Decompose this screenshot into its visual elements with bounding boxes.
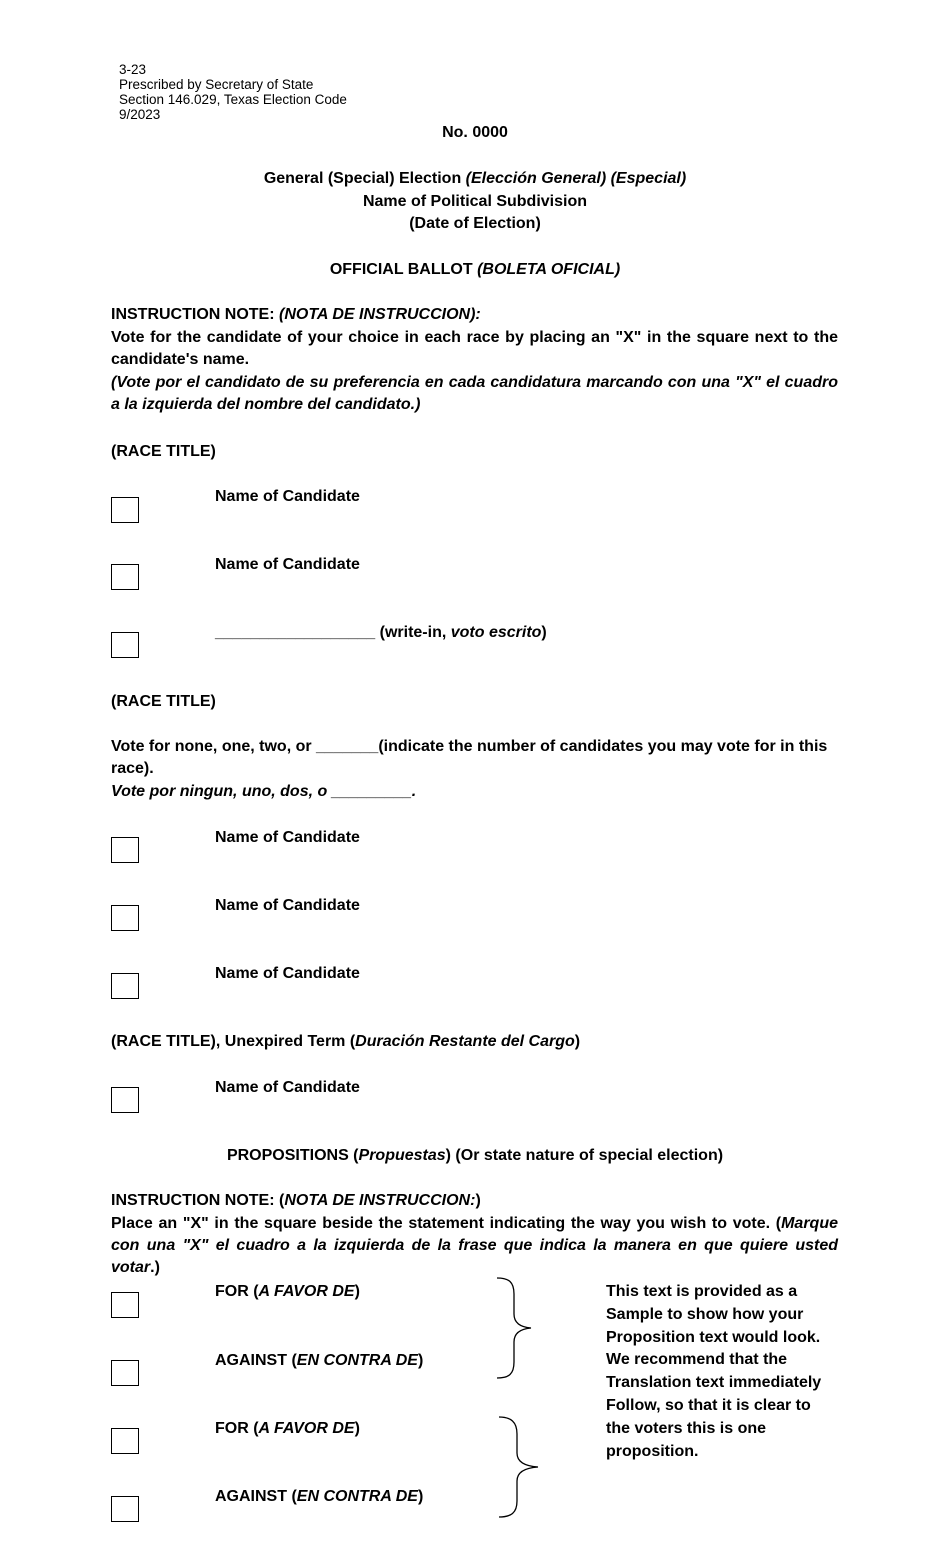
candidate-name: Name of Candidate	[215, 829, 360, 846]
instruction-note-label: INSTRUCTION NOTE: (NOTA DE INSTRUCCION):	[111, 306, 481, 323]
instruction-text-es: (Vote por el candidato de su preferencia en cada candidatura marcando con una "X" el cuadro a la izquierda del nombre del candidato.)	[111, 374, 838, 413]
prescribed-by: Prescribed by Secretary of State	[119, 77, 314, 92]
election-code-section: Section 146.029, Texas Election Code	[119, 92, 347, 107]
candidate-name: Name of Candidate	[215, 965, 360, 982]
proposition-option-against: AGAINST (EN CONTRA DE)	[215, 1352, 424, 1369]
candidate-name: Name of Candidate	[215, 1079, 360, 1096]
vote-checkbox[interactable]	[111, 1087, 139, 1113]
election-date: (Date of Election)	[409, 215, 541, 232]
write-in-line: __________________ (write-in, voto escrito)	[215, 624, 547, 641]
race-title: (RACE TITLE)	[111, 693, 216, 710]
sample-note: This text is provided as a Sample to show how your Proposition text would look. We recommend that the Translation text immediately Follow, so that it is clear to the voters this is one proposition.	[606, 1283, 822, 1460]
vote-checkbox[interactable]	[111, 1428, 139, 1454]
vote-for-instruction: Vote for none, one, two, or _______(indicate the number of candidates you may vote for in this race).	[111, 738, 828, 777]
vote-checkbox[interactable]	[111, 905, 139, 931]
proposition-option-for: FOR (A FAVOR DE)	[215, 1283, 360, 1300]
vote-checkbox[interactable]	[111, 1360, 139, 1386]
vote-checkbox[interactable]	[111, 497, 139, 523]
race-title-unexpired: (RACE TITLE), Unexpired Term (Duración Restante del Cargo)	[111, 1033, 581, 1050]
vote-checkbox[interactable]	[111, 564, 139, 590]
proposition-option-against: AGAINST (EN CONTRA DE)	[215, 1488, 424, 1505]
form-date: 9/2023	[119, 107, 161, 122]
proposition-instruction-label: INSTRUCTION NOTE: (NOTA DE INSTRUCCION:)	[111, 1192, 481, 1209]
proposition-instruction-text: Place an "X" in the square beside the statement indicating the way you wish to vote. (Marque con una "X" el cuadro a la izquierda de la frase que indica la manera en que quiere usted votar.)	[111, 1215, 838, 1276]
candidate-name: Name of Candidate	[215, 897, 360, 914]
vote-checkbox[interactable]	[111, 837, 139, 863]
vote-checkbox[interactable]	[111, 1292, 139, 1318]
form-number: 3-23	[119, 62, 147, 77]
race-title: (RACE TITLE)	[111, 443, 216, 460]
political-subdivision: Name of Political Subdivision	[362, 193, 588, 210]
election-title: General (Special) Election (Elección General) (Especial)	[263, 170, 687, 187]
candidate-name: Name of Candidate	[215, 488, 360, 505]
instruction-text: Vote for the candidate of your choice in each race by placing an "X" in the square next to the candidate's name.	[111, 329, 838, 368]
ballot-number: No. 0000	[442, 124, 508, 141]
vote-checkbox[interactable]	[111, 973, 139, 999]
proposition-option-for: FOR (A FAVOR DE)	[215, 1420, 360, 1437]
brace-icon	[496, 1415, 544, 1519]
vote-checkbox[interactable]	[111, 1496, 139, 1522]
official-ballot-title: OFFICIAL BALLOT (BOLETA OFICIAL)	[329, 261, 621, 278]
vote-for-instruction-es: Vote por ningun, uno, dos, o _________.	[111, 783, 417, 800]
propositions-heading: PROPOSITIONS (Propuestas) (Or state nature of special election)	[226, 1147, 724, 1164]
candidate-name: Name of Candidate	[215, 556, 360, 573]
brace-icon	[494, 1276, 538, 1380]
vote-checkbox[interactable]	[111, 632, 139, 658]
